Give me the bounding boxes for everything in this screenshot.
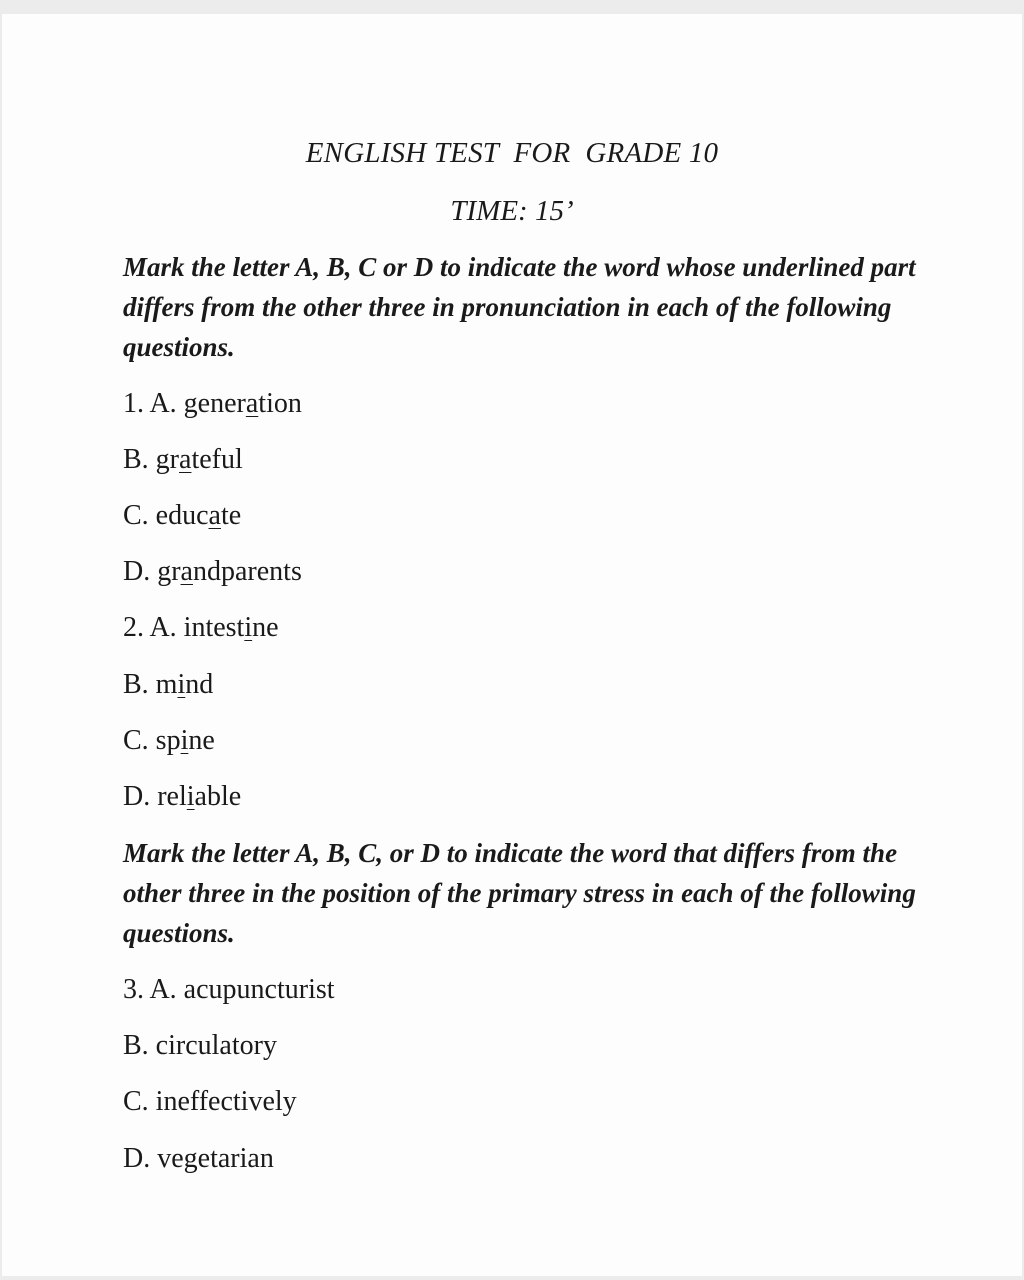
answer-option: 3. A. acupuncturist <box>123 974 335 1005</box>
underlined-letter: a <box>180 556 193 587</box>
answer-option: B. grateful <box>123 444 243 475</box>
answer-option: D. vegetarian <box>123 1143 274 1174</box>
answer-option: B. mind <box>123 669 214 700</box>
underlined-letter: i <box>180 725 189 756</box>
section-2-instruction: Mark the letter A, B, C, or D to indicate the word that differs from the other three in the position of the primary stress in each of the following questions. <box>123 838 916 948</box>
underlined-letter: i <box>244 612 253 643</box>
answer-option: C. ineffectively <box>123 1086 297 1117</box>
answer-option: D. grandparents <box>123 556 302 587</box>
test-title: ENGLISH TEST FOR GRADE 10 <box>305 137 719 169</box>
answer-option: D. reliable <box>123 781 242 812</box>
section-1-instruction: Mark the letter A, B, C or D to indicate the word whose underlined part differs from the other three in pronunciation in each of the following questions. <box>123 252 916 362</box>
test-time: TIME: 15’ <box>450 195 574 227</box>
answer-option: C. educate <box>123 500 242 531</box>
underlined-letter: a <box>179 444 192 475</box>
underlined-letter: i <box>186 781 195 812</box>
answer-option: 1. A. generation <box>123 388 302 419</box>
answer-option: B. circulatory <box>123 1030 277 1061</box>
underlined-letter: a <box>208 500 221 531</box>
underlined-letter: i <box>177 669 186 700</box>
underlined-letter: a <box>245 388 259 419</box>
answer-option: 2. A. intestine <box>123 612 279 643</box>
test-sheet <box>2 14 1022 1276</box>
answer-option: C. spine <box>123 725 215 756</box>
